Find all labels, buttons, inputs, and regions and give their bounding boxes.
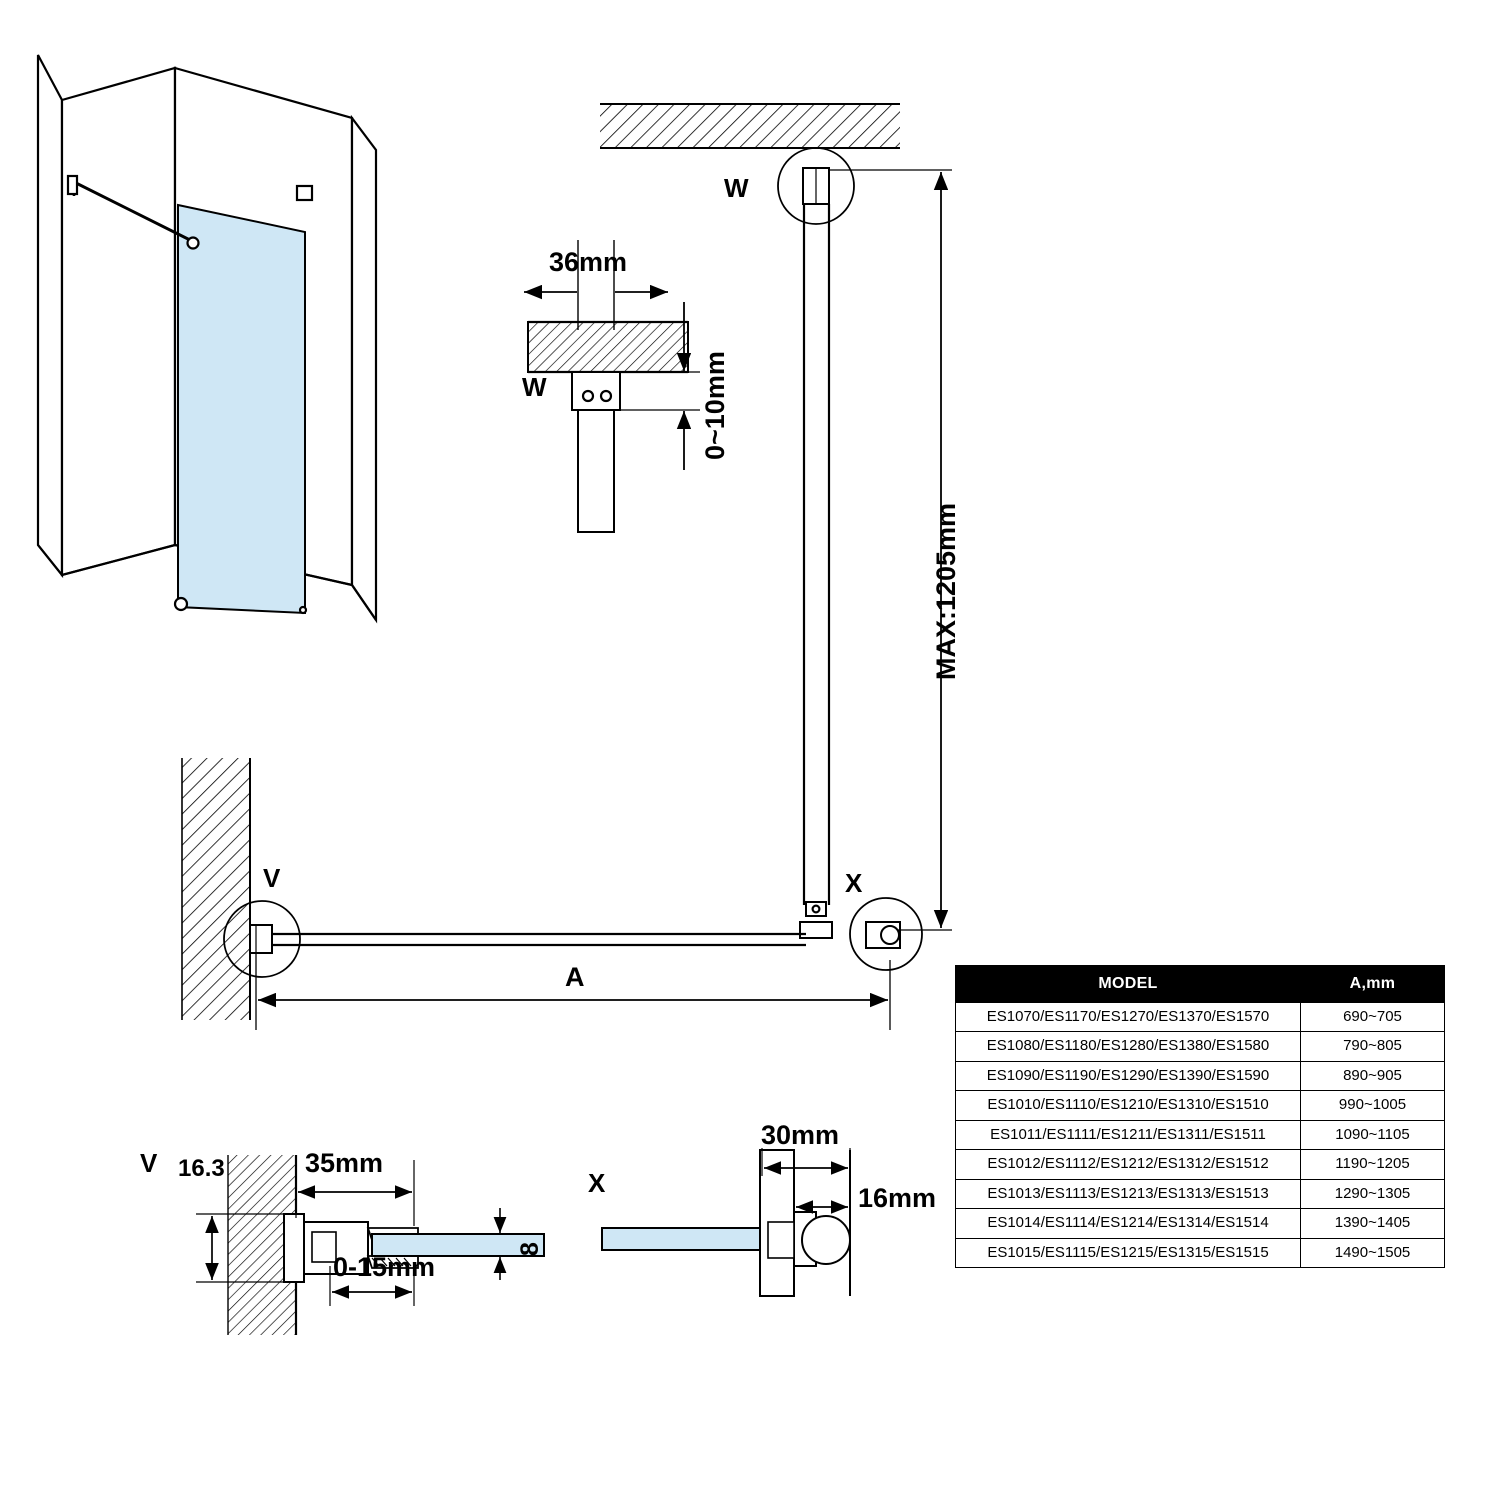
dim-16mm: 16mm: [858, 1183, 937, 1213]
table-header-row: [956, 966, 1445, 1003]
cell-model: ES1090/ES1190/ES1290/ES1390/ES1590: [956, 1061, 1301, 1091]
cell-a: 690~705: [1301, 1002, 1445, 1032]
label-w-mid: W: [522, 372, 547, 402]
dim-0-15mm: 0-15mm: [333, 1252, 436, 1282]
dim-30mm: 30mm: [761, 1120, 840, 1150]
label-x-top: X: [845, 868, 863, 898]
label-w-top: W: [724, 173, 749, 203]
cell-a: 890~905: [1301, 1061, 1445, 1091]
table-row: [956, 1061, 1445, 1091]
table-row: [956, 1209, 1445, 1239]
cell-a: 1390~1405: [1301, 1209, 1445, 1239]
model-spec-table: [955, 965, 1445, 1268]
cell-a: 790~805: [1301, 1032, 1445, 1062]
perspective-view: [38, 55, 376, 620]
cell-model: ES1010/ES1110/ES1210/ES1310/ES1510: [956, 1091, 1301, 1121]
table-row: [956, 1150, 1445, 1180]
cell-model: ES1011/ES1111/ES1211/ES1311/ES1511: [956, 1120, 1301, 1150]
detail-w-36mm: [524, 240, 700, 532]
dim-36mm: 36mm: [549, 247, 628, 277]
cell-a: 1490~1505: [1301, 1238, 1445, 1268]
table-row: [956, 1179, 1445, 1209]
detail-v-section: [196, 1155, 544, 1335]
plan-view: [182, 758, 890, 1030]
table-row: [956, 1032, 1445, 1062]
table-header-model: MODEL: [956, 966, 1301, 1003]
dim-glass-thickness: 8: [516, 1242, 544, 1256]
table-header-a: A,mm: [1301, 966, 1445, 1003]
dim-max-height: MAX:1205mm: [931, 502, 961, 680]
cell-a: 1290~1305: [1301, 1179, 1445, 1209]
cell-a: 990~1005: [1301, 1091, 1445, 1121]
dim-0-10mm: 0~10mm: [700, 351, 730, 460]
cell-model: ES1080/ES1180/ES1280/ES1380/ES1580: [956, 1032, 1301, 1062]
detail-x-section: [602, 1148, 850, 1296]
label-v-plan: V: [263, 863, 281, 893]
cell-model: ES1013/ES1113/ES1213/ES1313/ES1513: [956, 1179, 1301, 1209]
table-row: [956, 1120, 1445, 1150]
table-body: [956, 1002, 1445, 1268]
main-elevation: [600, 104, 952, 970]
cell-a: 1090~1105: [1301, 1120, 1445, 1150]
table-row: [956, 1091, 1445, 1121]
cell-model: ES1015/ES1115/ES1215/ES1315/ES1515: [956, 1238, 1301, 1268]
cell-model: ES1014/ES1114/ES1214/ES1314/ES1514: [956, 1209, 1301, 1239]
dim-16-3: 16.3: [178, 1155, 225, 1182]
cell-a: 1190~1205: [1301, 1150, 1445, 1180]
label-x-section: X: [588, 1168, 606, 1198]
dim-35mm: 35mm: [305, 1148, 384, 1178]
cell-model: ES1070/ES1170/ES1270/ES1370/ES1570: [956, 1002, 1301, 1032]
cell-model: ES1012/ES1112/ES1212/ES1312/ES1512: [956, 1150, 1301, 1180]
table-row: [956, 1238, 1445, 1268]
dim-a-width: A: [565, 962, 585, 992]
label-v-section: V: [140, 1148, 158, 1178]
table-row: [956, 1002, 1445, 1032]
